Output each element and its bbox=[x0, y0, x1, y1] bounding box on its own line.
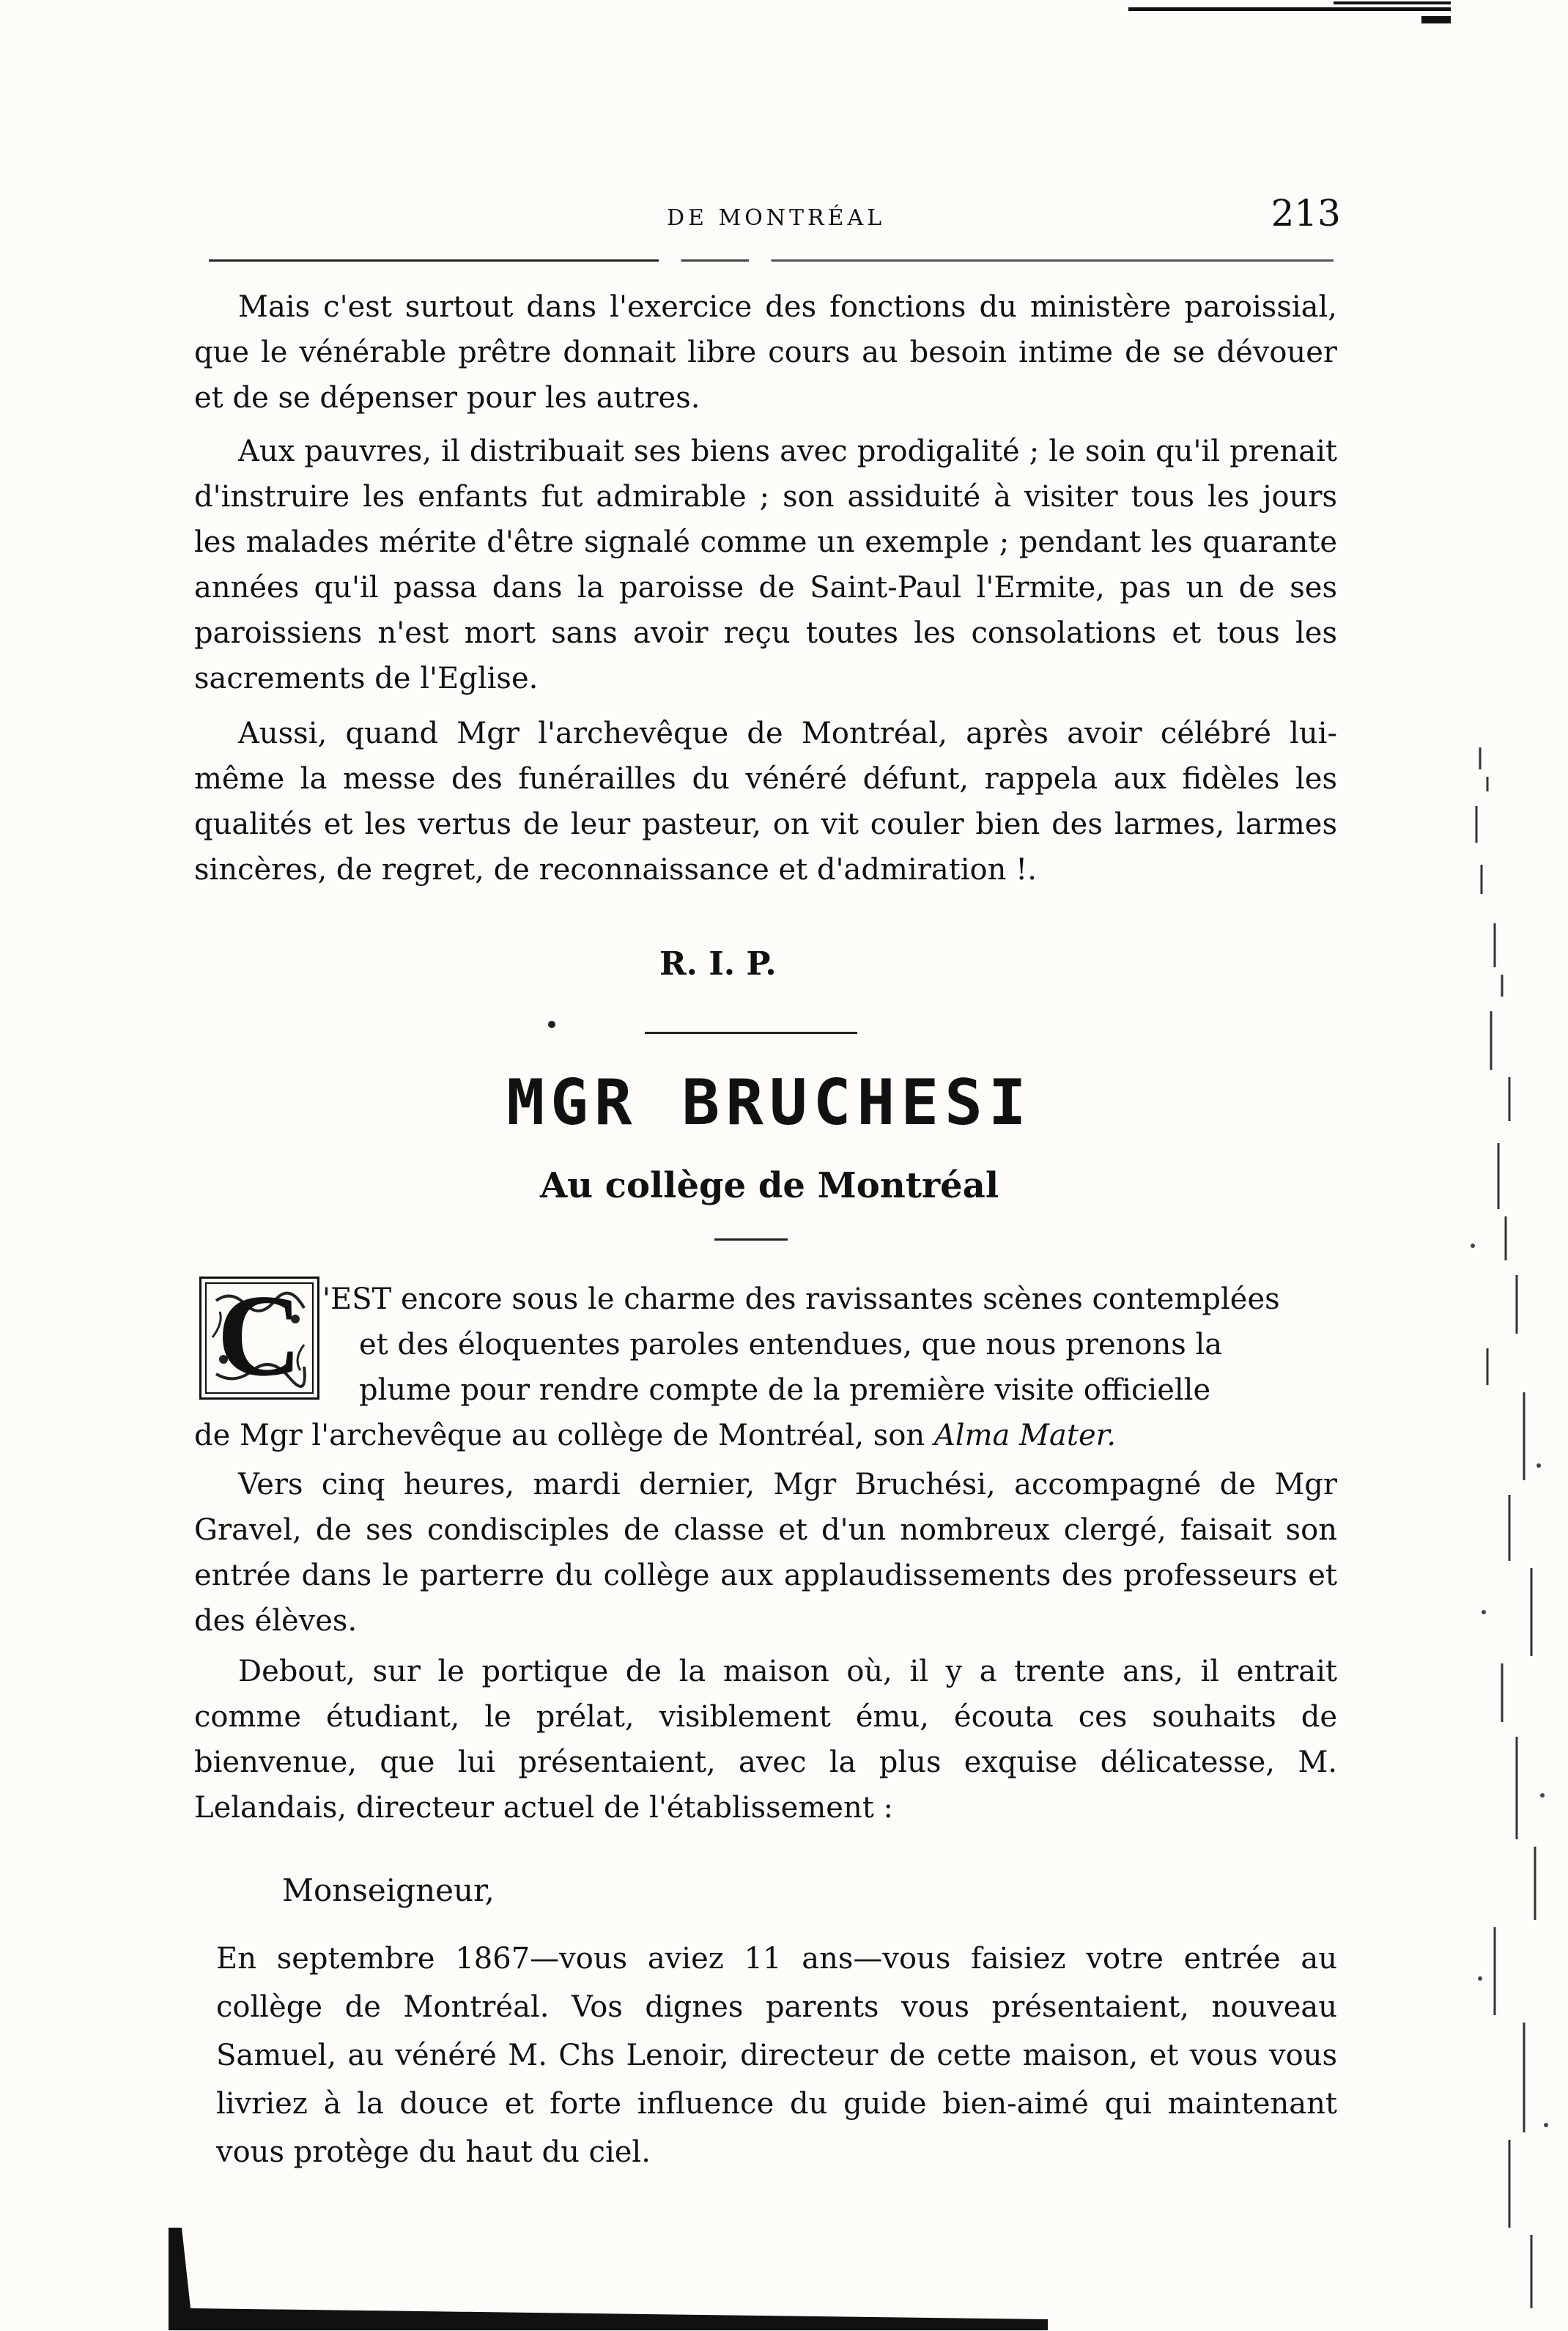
article-subheading: Au collège de Montréal bbox=[539, 1165, 999, 1206]
top-edge-rule bbox=[1128, 0, 1451, 25]
paragraph-ministere: Mais c'est surtout dans l'exercice des fonctions du ministère paroissial, que le vénérable prêtre donnait libre cours au besoin intime de se dévouer et de se dépenser pour les autres. bbox=[194, 290, 1337, 415]
dropcap-line-4-text: de Mgr l'archevêque au collège de Montréal, son bbox=[194, 1419, 934, 1452]
bleed-through-marks bbox=[1436, 733, 1553, 2330]
subheading-divider bbox=[714, 1238, 788, 1241]
dropcap-line-4 bbox=[194, 1413, 1337, 1458]
paragraph-pauvres: Aux pauvres, il distribuait ses biens avec prodigalité ; le soin qu'il prenait d'instruire les enfants fut admirable ; son assiduité à visiter tous les jours les malades mérite d'être signalé comme un exemple ; pendant les quarante années qu'il passa dans la paroisse de Saint-Paul l'Ermite, pas un de ses paroissiens n'est mort sans avoir reçu toutes les consolations et tous les sacrements de l'Eglise. bbox=[194, 435, 1337, 695]
rip-mark: R. I. P. bbox=[659, 945, 777, 983]
section-divider bbox=[645, 1032, 857, 1034]
article-heading: MGR BRUCHESI bbox=[506, 1066, 1032, 1139]
header-rule bbox=[209, 259, 1334, 262]
running-head bbox=[198, 192, 1341, 243]
alma-mater-italic: Alma Mater. bbox=[933, 1419, 1117, 1452]
paragraph-vers: Vers cinq heures, mardi dernier, Mgr Bruchési, accompagné de Mgr Gravel, de ses condisciples de classe et d'un nombreux clergé, faisait son entrée dans le parterre du collège aux applaudissements des professeurs et des élèves. bbox=[194, 1468, 1337, 1638]
paragraph-debout: Debout, sur le portique de la maison où, il y a trente ans, il entrait comme étudiant, le prélat, visiblement ému, écouta ces souhaits de bienvenue, que lui présentaient, avec la plus exquise délicatesse, M. Lelandais, directeur actuel de l'établissement : bbox=[194, 1655, 1337, 1825]
ornament-dot bbox=[548, 1021, 555, 1028]
running-head-title: DE MONTRÉAL bbox=[667, 205, 886, 231]
dropcap-line-3: plume pour rendre compte de la première visite officielle bbox=[359, 1373, 1211, 1407]
salutation: Monseigneur, bbox=[282, 1872, 495, 1908]
paragraph-septembre: En septembre 1867—vous aviez 11 ans—vous faisiez votre entrée au collège de Montréal. Vos dignes parents vous présentaient, nouveau Samuel, au vénéré M. Chs Lenoir, directeur de cette maison, et vous vous livriez à la douce et forte influence du guide bien-aimé qui maintenant vous protège du haut du ciel. bbox=[216, 1942, 1337, 2169]
dropcap-letter: C bbox=[217, 1270, 302, 1400]
dropcap-line-2: et des éloquentes paroles entendues, que nous prenons la bbox=[359, 1328, 1223, 1362]
ornamental-dropcap bbox=[199, 1270, 319, 1400]
paragraph-funerailles: Aussi, quand Mgr l'archevêque de Montréal, après avoir célébré lui-même la messe des funérailles du vénéré défunt, rappela aux fidèles les qualités et les vertus de leur pasteur, on vit couler bien des larmes, larmes sincères, de regret, de reconnaissance et d'admiration !. bbox=[194, 717, 1337, 887]
page-edge-shadow bbox=[169, 2228, 1048, 2330]
dropcap-line-1: 'EST encore sous le charme des ravissantes scènes contemplées bbox=[322, 1282, 1280, 1316]
page-number: 213 bbox=[1271, 192, 1341, 234]
